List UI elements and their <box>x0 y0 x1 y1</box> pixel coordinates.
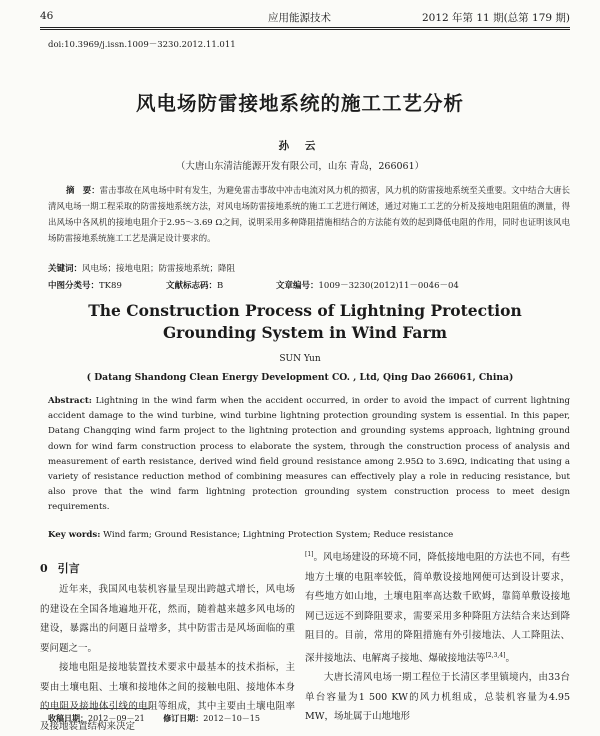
page-number: 46 <box>40 10 54 22</box>
section-number: 0 <box>40 562 48 575</box>
doi: doi:10.3969/j.issn.1009－3230.2012.11.011 <box>48 40 236 50</box>
keywords-english <box>48 530 570 540</box>
running-header <box>40 10 570 26</box>
body-column-left <box>40 561 295 736</box>
affiliation-chinese: （大唐山东清洁能源开发有限公司，山东 青岛，266061） <box>175 161 425 172</box>
received-date: 收稿日期：2012－09－21 <box>48 713 145 723</box>
intro-paragraph-2: 接地电阻是接地装置技术要求中最基本的技术指标，主要由土壤电阻、土壤和接地体之间的接触电阻、接地体本身的电阻及接地体引线的电阻等组成，其中主要由土壤电阻率及接地装置结构来决定 <box>40 662 295 732</box>
section-heading-introduction <box>40 561 295 577</box>
revised-date: 修订日期：2012－10－15 <box>163 713 260 723</box>
affiliation-english: ( Datang Shandong Clean Energy Development CO. , Ltd, Qing Dao 266061, China) <box>86 372 514 383</box>
intro-paragraph-1: 近年来，我国风电装机容量呈现出跨越式增长，风电场的建设在全国各地遍地开花，然而，随着越来越多风电场的建设，暴露出的问题日益增多，其中防雷击是风场面临的重要问题之一。 <box>40 584 295 654</box>
classification-row <box>48 279 570 293</box>
journal-name: 应用能源技术 <box>268 12 331 24</box>
keywords-chinese-label: 关键词： <box>48 264 83 274</box>
article-number: 文章编号：1009－3230(2012)11－0046－04 <box>276 281 459 291</box>
author-chinese: 孙 云 <box>278 140 322 152</box>
issue-info: 2012 年第 11 期(总第 179 期) <box>421 12 570 24</box>
keywords-chinese-text: 风电场；接地电阻；防雷接地系统；降阻 <box>82 264 236 274</box>
abstract-chinese <box>48 182 570 246</box>
header-rule-bottom <box>40 29 570 30</box>
keywords-english-text: Wind farm; Ground Resistance; Lightning Protection System; Reduce resistance <box>100 530 454 540</box>
footnote-dates <box>48 713 276 724</box>
footnote-rule <box>40 708 150 709</box>
section-title: 引言 <box>57 562 80 575</box>
intro-paragraph-3: 大唐长清风电场一期工程位于长清区孝里镇境内，由33台单台容量为1 500 KW的风力机组成，总装机容量为4.95 MW，场址属于山地地形 <box>305 672 570 723</box>
abstract-chinese-label: 摘 要： <box>66 185 100 195</box>
citation-ref: [1] <box>305 551 314 558</box>
citation-ref: [2,3,4] <box>485 651 506 659</box>
document-code: 文献标志码：B <box>166 281 224 291</box>
keywords-english-label: Key words: <box>48 530 101 540</box>
author-english: SUN Yun <box>279 354 321 364</box>
abstract-english-text: Lightning in the wind farm when the accident occurred, in order to avoid the impact of current lightning accident damage to the wind turbine, wind turbine lightning protection grounding system is essential. In this paper, Datang Changqing wind farm project to the lightning protection and grounding systems approach, lightning ground down for wind farm construction process to elaborate the system, through the construction process of analysis and measurement of earth resistance, derived wind field ground resistance among 2.95Ω to 3.69Ω, indicating that using a variety of resistance reduction method of combining measures can effectively play a role in reducing resistance, but also prove that the wind farm lightning protection grounding system construction process to meet design requirements. <box>48 396 570 513</box>
header-rule-top <box>40 27 570 28</box>
abstract-english <box>48 394 570 516</box>
title-english: The Construction Process of Lightning Protection Grounding System in Wind Farm <box>88 301 522 342</box>
abstract-english-label: Abstract: <box>48 396 92 406</box>
body-column-right <box>305 545 570 727</box>
clc-number: 中图分类号：TK89 <box>48 281 122 291</box>
abstract-chinese-text: 雷击事故在风电场中时有发生，为避免雷击事故中冲击电流对风力机的损害，风力机的防雷接地系统至关重要。文中结合大唐长清风电场一期工程采取的防雷接地系统方法，对风电场防雷接地系统的施工工艺进行阐述，通过对施工工艺的分析及接地电阻阻值的测量，得出风场中各风机的接地电阻介于2.95～3.69 Ω之间，说明采用多种降阻措施相结合的方法能有效的起到降低电阻的作用，同时也证明该风电场防雷接地系统施工工艺是满足设计要求的。 <box>48 185 571 243</box>
intro-paragraph-2-continued: [1]。风电场建设的环境不同，降低接地电阻的方法也不同，有些地方土壤的电阻率较低，简单敷设接地网便可达到设计要求，有些地方如山地，土壤电阻率高达数千欧姆，靠简单敷设接地网已远远不到降阻要求，需要采用多种降阻方法结合来达到降阻目的。目前，常用的降阻措施有外引接地法、人工降阻法、深井接地法、电解离子接地、爆破接地法等[2,3,4]。 <box>305 551 571 664</box>
title-chinese: 风电场防雷接地系统的施工工艺分析 <box>135 92 464 115</box>
keywords-chinese <box>48 262 235 274</box>
